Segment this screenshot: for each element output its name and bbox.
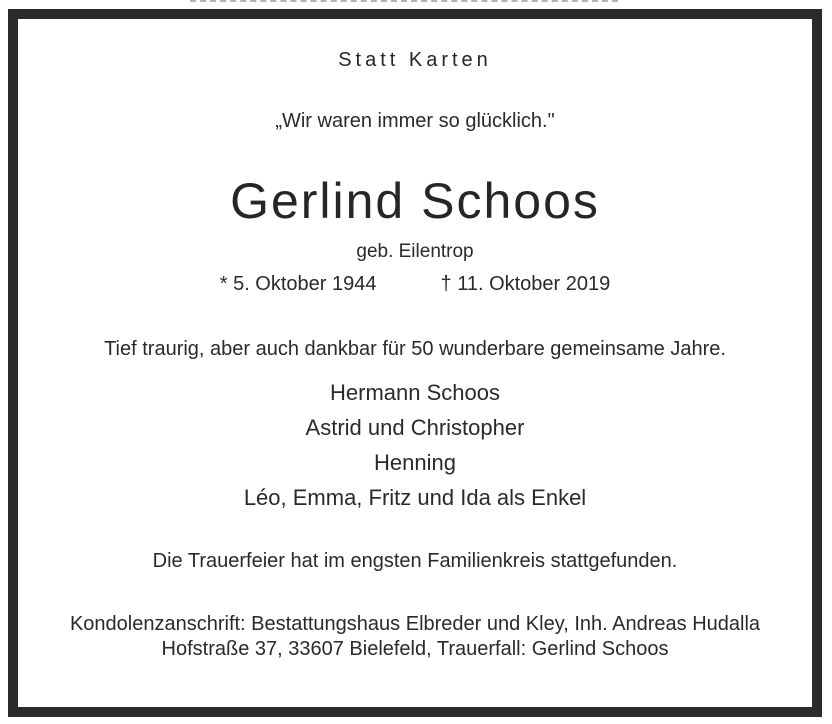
notice-header: Statt Karten — [338, 49, 492, 71]
mourner-name: Astrid und Christopher — [305, 415, 525, 440]
mourner-name: Hermann Schoos — [330, 380, 500, 405]
maiden-name: geb. Eilentrop — [356, 241, 474, 262]
obituary-frame — [8, 9, 822, 717]
deceased-name: Gerlind Schoos — [230, 173, 600, 229]
condolence-address-line2: Hofstraße 37, 33607 Bielefeld, Trauerfall: Gerlind Schoos — [161, 638, 669, 660]
mourner-name: Léo, Emma, Fritz und Ida als Enkel — [243, 485, 587, 510]
life-dates — [18, 273, 812, 296]
tribute-line: Tief traurig, aber auch dankbar für 50 wunderbare gemeinsame Jahre. — [104, 338, 726, 360]
birth-date: * 5. Oktober 1944 — [219, 273, 377, 295]
adjacent-notice-edge — [190, 0, 618, 2]
death-date: † 11. Oktober 2019 — [440, 273, 611, 295]
funeral-note: Die Trauerfeier hat im engsten Familienkreis stattgefunden. — [152, 550, 678, 572]
mourner-name: Henning — [374, 450, 456, 475]
condolence-address-line1: Kondolenzanschrift: Bestattungshaus Elbreder und Kley, Inh. Andreas Hudalla — [69, 613, 761, 635]
memorial-quote: „Wir waren immer so glücklich." — [275, 110, 555, 132]
life-dates-inner — [220, 273, 611, 296]
